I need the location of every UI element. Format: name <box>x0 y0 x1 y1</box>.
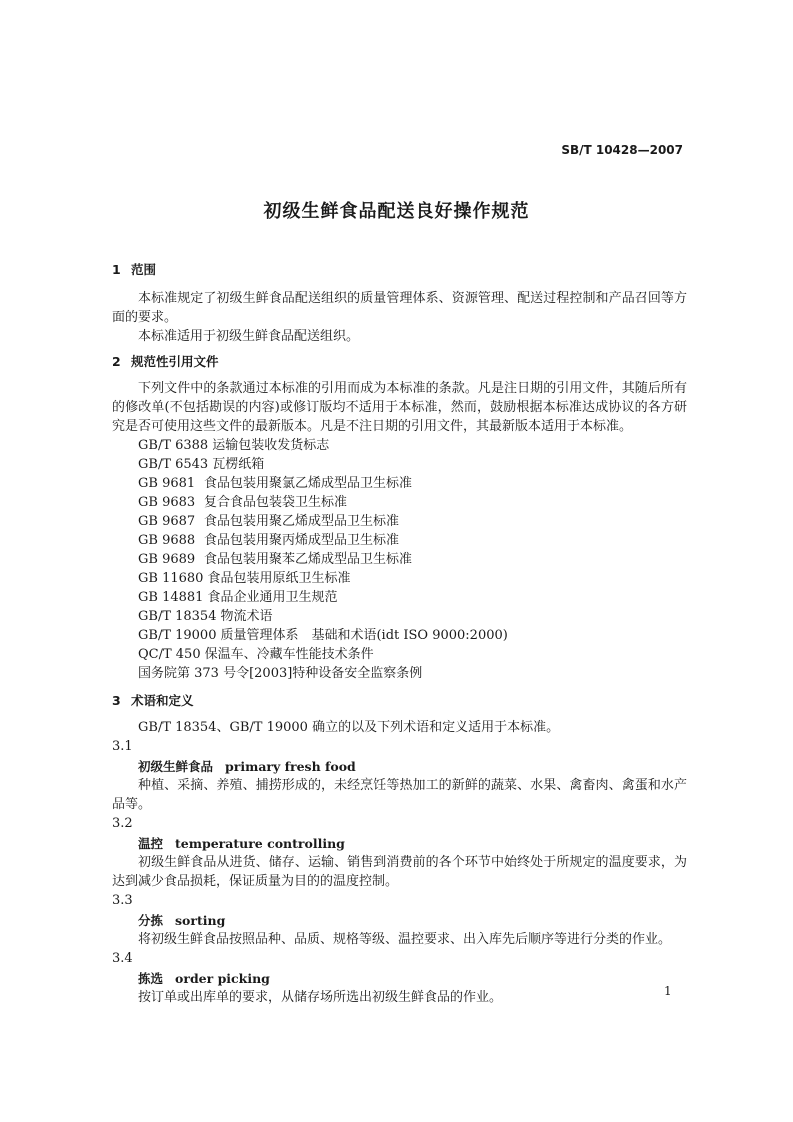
term-number: 3.2 <box>112 816 133 831</box>
section-title: 范围 <box>131 262 157 277</box>
ref-code: GB/T 19000 <box>138 628 217 643</box>
term-definition: 按订单或出库单的要求，从储存场所选出初级生鲜食品的作业。 <box>138 990 503 1005</box>
term-number: 3.1 <box>112 739 133 754</box>
term-zh: 拣选 <box>138 971 164 986</box>
ref-code: GB 9689 <box>138 552 196 567</box>
ref-name: 物流术语 <box>220 609 273 624</box>
reference-item <box>112 455 687 474</box>
term-entry <box>112 891 687 949</box>
reference-item <box>112 474 687 493</box>
ref-code: GB 11680 <box>138 571 204 586</box>
page-number: 1 <box>664 984 672 998</box>
ref-code: GB 9687 <box>138 514 196 529</box>
section-number: 3 <box>112 693 121 708</box>
section-2-heading <box>112 352 687 371</box>
ref-code: GB/T 18354 <box>138 609 217 624</box>
ref-code: GB 9688 <box>138 533 196 548</box>
section-title: 规范性引用文件 <box>131 354 219 369</box>
ref-name: 瓦楞纸箱 <box>212 457 265 472</box>
term-name <box>112 834 687 853</box>
document-body <box>112 260 687 1007</box>
ref-name: 食品包装用聚氯乙烯成型品卫生标准 <box>204 476 413 491</box>
paragraph: 本标准规定了初级生鲜食品配送组织的质量管理体系、资源管理、配送过程控制和产品召回等方面的要求。 <box>112 291 687 325</box>
term-entry <box>112 814 687 891</box>
document-title: 初级生鲜食品配送良好操作规范 <box>263 201 530 222</box>
ref-name: 运输包装收发货标志 <box>212 438 330 453</box>
term-entry <box>112 949 687 1007</box>
section-title: 术语和定义 <box>131 693 194 708</box>
section-number: 1 <box>112 262 121 277</box>
term-name <box>112 969 687 988</box>
ref-name: 保温车、冷藏车性能技术条件 <box>204 647 374 662</box>
standard-code: SB/T 10428—2007 <box>561 143 683 157</box>
ref-code: GB/T 6543 <box>138 457 209 472</box>
term-definition: 将初级生鲜食品按照品种、品质、规格等级、温控要求、出入库先后顺序等进行分类的作业。 <box>138 932 672 947</box>
reference-item <box>112 588 687 607</box>
section-3-heading <box>112 691 687 710</box>
term-zh: 分拣 <box>138 913 164 928</box>
ref-name: 食品包装用原纸卫生标准 <box>207 571 351 586</box>
ref-code: GB 9681 <box>138 476 196 491</box>
ref-name: 食品包装用聚乙烯成型品卫生标准 <box>204 514 400 529</box>
term-en: primary fresh food <box>225 759 356 774</box>
ref-name: 食品包装用聚苯乙烯成型品卫生标准 <box>204 552 413 567</box>
ref-code: QC/T 450 <box>138 647 201 662</box>
paragraph: GB/T 18354、GB/T 19000 确立的以及下列术语和定义适用于本标准。 <box>138 720 560 735</box>
ref-code: GB 9683 <box>138 495 196 510</box>
reference-item <box>112 607 687 626</box>
section-number: 2 <box>112 354 121 369</box>
term-zh: 温控 <box>138 836 164 851</box>
reference-list <box>112 436 687 683</box>
ref-name: 食品企业通用卫生规范 <box>207 590 338 605</box>
reference-item <box>112 493 687 512</box>
reference-item <box>112 436 687 455</box>
term-name <box>112 757 687 776</box>
paragraph: 下列文件中的条款通过本标准的引用而成为本标准的条款。凡是注日期的引用文件，其随后所有的修改单(不包括勘误的内容)或修订版均不适用于本标准，然而，鼓励根据本标准达成协议的各方研究是否可使用这些文件的最新版本。凡是不注日期的引用文件，其最新版本适用于本标准。 <box>112 381 687 434</box>
reference-item <box>112 531 687 550</box>
ref-code: GB/T 6388 <box>138 438 209 453</box>
term-en: sorting <box>175 913 226 928</box>
paragraph: 本标准适用于初级生鲜食品配送组织。 <box>138 329 360 344</box>
reference-item: 国务院第 373 号令[2003]特种设备安全监察条例 <box>138 666 423 681</box>
reference-item <box>112 626 687 645</box>
term-definition: 种植、采摘、养殖、捕捞形成的，未经烹饪等热加工的新鲜的蔬菜、水果、禽畜肉、禽蛋和水产品等。 <box>112 778 687 812</box>
term-number: 3.4 <box>112 951 133 966</box>
reference-item <box>112 569 687 588</box>
ref-code: GB 14881 <box>138 590 204 605</box>
term-name <box>112 911 687 930</box>
term-zh: 初级生鲜食品 <box>138 759 214 774</box>
ref-name: 复合食品包装袋卫生标准 <box>204 495 348 510</box>
ref-name: 食品包装用聚丙烯成型品卫生标准 <box>204 533 400 548</box>
reference-item <box>112 512 687 531</box>
term-en: order picking <box>175 971 270 986</box>
ref-name: 质量管理体系 基础和术语(idt ISO 9000:2000) <box>220 628 508 643</box>
reference-item <box>112 550 687 569</box>
section-1-heading <box>112 260 687 279</box>
reference-item <box>112 645 687 664</box>
term-entry <box>112 737 687 814</box>
term-en: temperature controlling <box>175 836 345 851</box>
term-number: 3.3 <box>112 893 133 908</box>
term-definition: 初级生鲜食品从进货、储存、运输、销售到消费前的各个环节中始终处于所规定的温度要求，为达到减少食品损耗，保证质量为目的的温度控制。 <box>112 855 687 889</box>
